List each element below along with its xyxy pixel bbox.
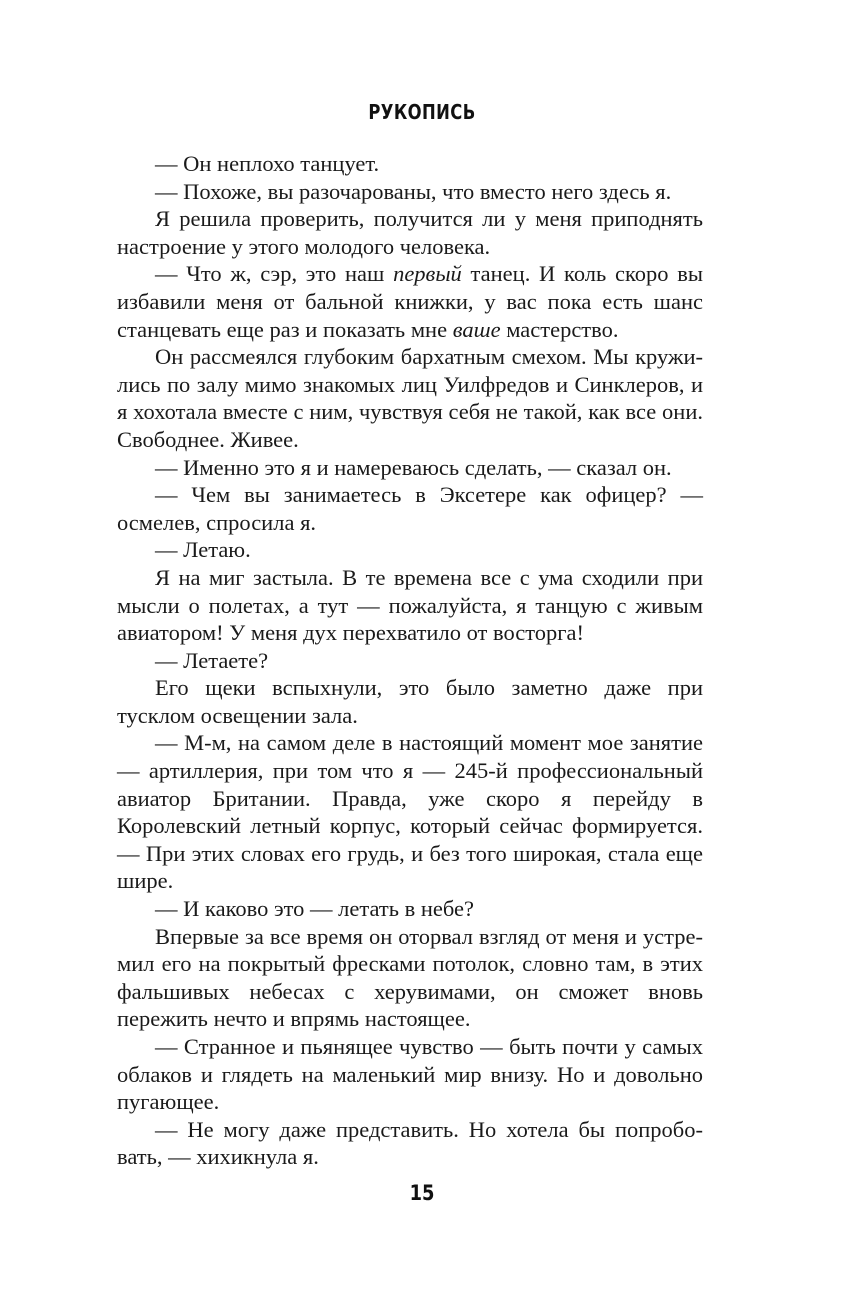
text-run: танец. И коль скоро вы избавили меня от бальной книжки, у вас пока есть шанс станцевать еще раз и показать мне — [117, 261, 703, 342]
text-run: — Что ж, сэр, это наш — [155, 261, 394, 287]
paragraph: — И каково это — летать в небе? — [155, 896, 474, 922]
paragraph: — Летаете? — [155, 647, 269, 673]
paragraph: — Похоже, вы разочарованы, что вместо него здесь я. — [155, 178, 672, 204]
paragraph: Я решила проверить, получится ли у меня приподнять настроение у этого молодого человека. — [117, 206, 703, 259]
paragraph: Впервые за все время он оторвал взгляд от меня и устремил его на покрытый фресками потолок, словно там, в этих фальшивых небесах с херувимами, он сможет вновь пережить нечто и впрямь настоящее. — [117, 923, 703, 1032]
running-title: РУКОПИСЬ — [368, 100, 476, 124]
paragraph: Я на миг застыла. В те времена все с ума сходили при мысли о полетах, а тут — пожалуйста, я танцую с живым авиатором! У меня дух перехватило от восторга! — [117, 564, 703, 646]
italic-emphasis: ваше — [452, 316, 501, 342]
page-number: 15 — [409, 1181, 435, 1205]
paragraph: — М-м, на самом деле в настоящий момент мое занятие — артиллерия, при том что я — 245-й профессиональный авиатор Британии. Правда, уже скоро я перейду в Королевский летный корпус, который сейчас формируется. — При этих словах его грудь, и без того широкая, стала еще шире. — [117, 730, 703, 894]
paragraph: — Странное и пьянящее чувство — быть почти у самых облаков и глядеть на маленький мир внизу. Но и довольно пугающее. — [117, 1034, 703, 1115]
body-text — [117, 150, 703, 1171]
paragraph: — Не могу даже представить. Но хотела бы попробовать, — хихикнула я. — [117, 1116, 703, 1170]
text-run: мастерство. — [500, 316, 619, 342]
paragraph: — Именно это я и намереваюсь сделать, — сказал он. — [155, 454, 672, 480]
paragraph: — Чем вы занимаетесь в Эксетере как офицер? — осмелев, спросила я. — [117, 482, 703, 535]
paragraph: Он рассмеялся глубоким бархатным смехом. Мы кружились по залу мимо знакомых лиц Уилфредов и Синклеров, и я хохотала вместе с ним, чувствуя себя не такой, как все они. Свободнее. Живее. — [117, 344, 703, 452]
paragraph: — Он неплохо танцует. — [155, 151, 380, 176]
italic-emphasis: первый — [393, 261, 462, 287]
paragraph: Его щеки вспыхнули, это было заметно даже при тусклом освещении зала. — [117, 675, 703, 728]
paragraph — [117, 260, 703, 343]
paragraph: — Летаю. — [155, 537, 251, 563]
